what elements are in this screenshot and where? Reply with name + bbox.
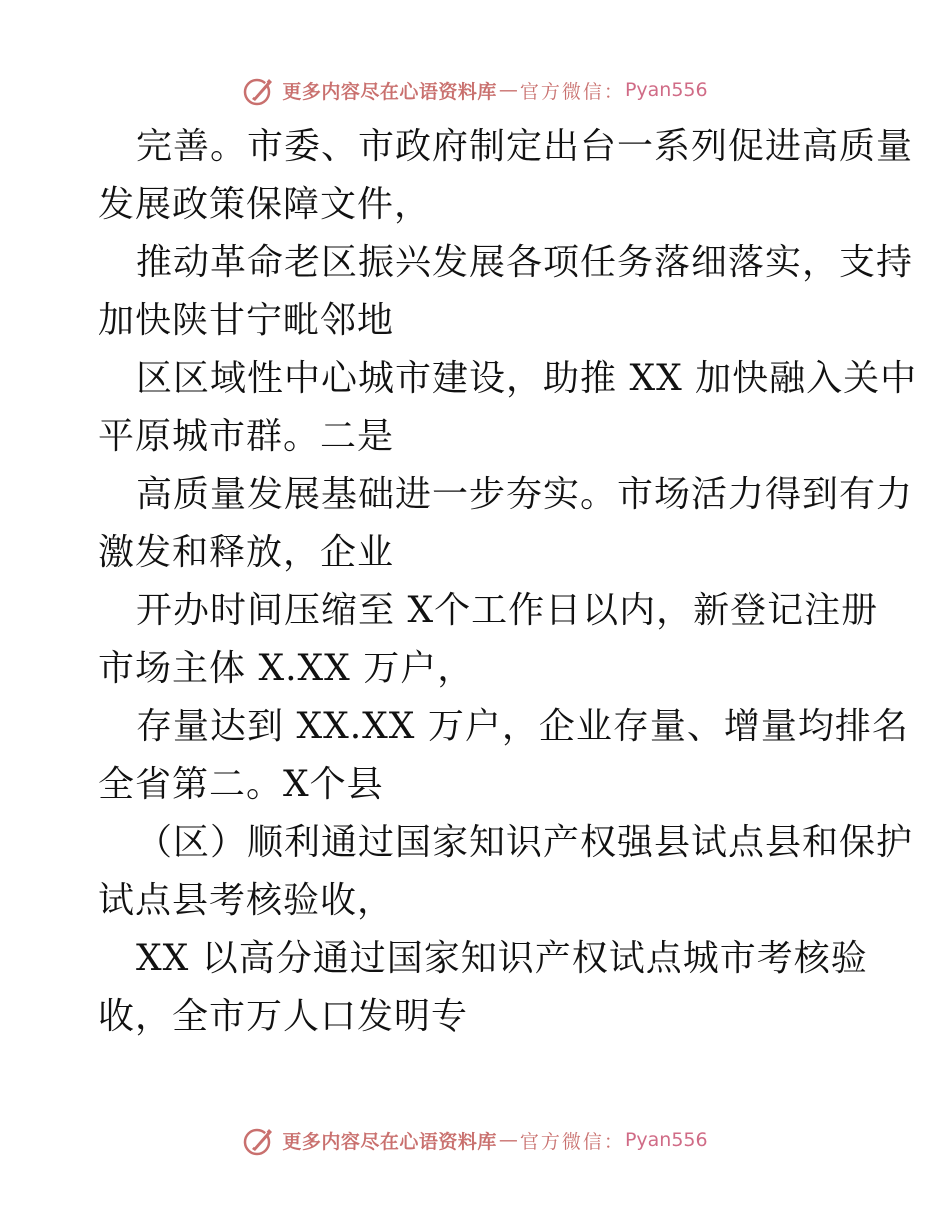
brand-text: 更多内容尽在心语资料库 <box>282 1130 497 1153</box>
wechat-id: Pyan556 <box>624 1129 708 1151</box>
text-line: 全省第二。X个县 <box>98 764 384 805</box>
text-line: 推动革命老区振兴发展各项任务落细落实，支持 <box>136 242 914 283</box>
text-line: XX 以高分通过国家知识产权试点城市考核验 <box>136 938 868 979</box>
text-line: 开办时间压缩至 X个工作日以内，新登记注册 <box>136 590 879 631</box>
header-banner <box>0 70 950 110</box>
text-line: 存量达到 XX.XX 万户，企业存量、增量均排名 <box>136 706 909 747</box>
text-line: 高质量发展基础进一步夯实。市场活力得到有力 <box>136 474 914 515</box>
footer-banner <box>0 1120 950 1160</box>
wechat-label: 官方微信： <box>519 1130 625 1153</box>
text-line: 收，全市万人口发明专 <box>98 996 469 1037</box>
quill-pen-logo-icon <box>242 73 276 107</box>
text-line: 区区域性中心城市建设，助推 XX 加快融入关中 <box>136 358 918 399</box>
separator-dash: — <box>498 1129 518 1151</box>
wechat-label: 官方微信： <box>519 80 625 103</box>
separator-dash: — <box>498 79 518 101</box>
text-line: 平原城市群。二是 <box>98 416 395 457</box>
wechat-id: Pyan556 <box>624 79 708 101</box>
document-body <box>98 118 918 1046</box>
text-line: 市场主体 X.XX 万户， <box>98 648 475 689</box>
text-line: （区）顺利通过国家知识产权强县试点县和保护 <box>136 822 914 863</box>
text-line: 发展政策保障文件， <box>98 184 432 225</box>
quill-pen-logo-icon <box>242 1123 276 1157</box>
text-line: 加快陕甘宁毗邻地 <box>98 300 395 341</box>
text-line: 试点县考核验收， <box>98 880 395 921</box>
brand-text: 更多内容尽在心语资料库 <box>282 80 497 103</box>
text-line: 激发和释放，企业 <box>98 532 395 573</box>
text-line: 完善。市委、市政府制定出台一系列促进高质量 <box>136 126 914 167</box>
